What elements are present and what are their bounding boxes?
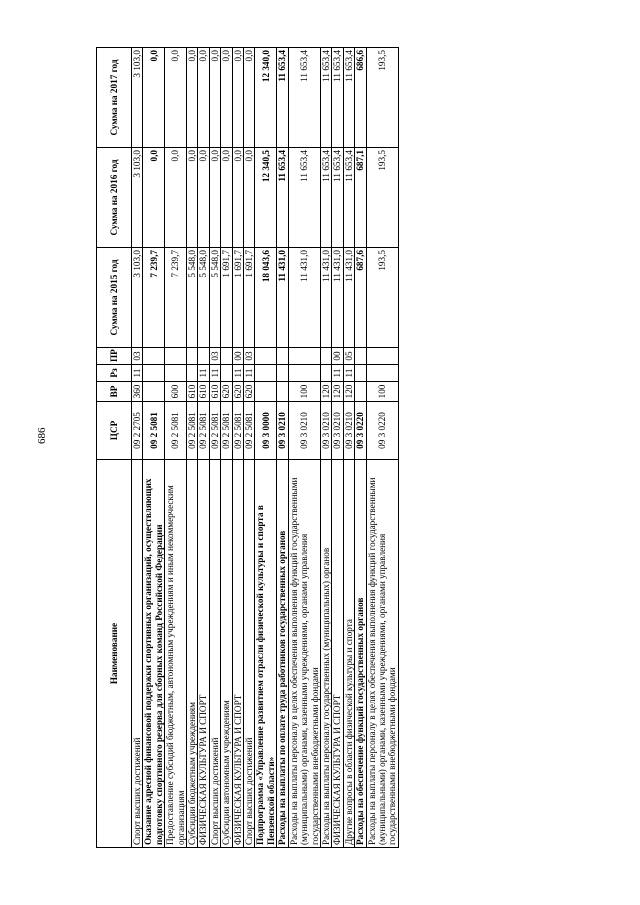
cell-vr: 360 — [132, 382, 143, 402]
cell-rz — [255, 365, 277, 382]
cell-rz: 11 — [209, 365, 220, 382]
budget-table — [96, 47, 399, 848]
cell-pr — [366, 348, 398, 365]
table-row — [332, 48, 343, 848]
cell-sum-2017: 0,0 — [221, 48, 232, 148]
header-vr: ВР — [97, 382, 132, 402]
cell-csr: 09 3 0220 — [366, 402, 398, 460]
cell-pr — [165, 348, 187, 365]
cell-name: Спорт высших достижений — [209, 460, 220, 848]
cell-pr: 03 — [132, 348, 143, 365]
cell-vr — [143, 382, 165, 402]
cell-sum-2016: 12 340,5 — [255, 148, 277, 248]
cell-sum-2016: 0,0 — [209, 148, 220, 248]
cell-rz — [187, 365, 198, 382]
cell-csr: 09 2 5081 — [221, 402, 232, 460]
cell-sum-2017: 0,0 — [187, 48, 198, 148]
cell-pr — [355, 348, 366, 365]
header-rz: Рз — [97, 365, 132, 382]
cell-sum-2015: 11 431,0 — [288, 248, 320, 348]
cell-rz — [143, 365, 165, 382]
table-row — [343, 48, 354, 848]
cell-sum-2015: 18 043,6 — [255, 248, 277, 348]
table-row — [165, 48, 187, 848]
cell-sum-2015: 3 103,0 — [132, 248, 143, 348]
cell-sum-2016: 3 103,0 — [132, 148, 143, 248]
cell-csr: 09 2 2705 — [132, 402, 143, 460]
cell-vr: 120 — [332, 382, 343, 402]
table-row — [288, 48, 320, 848]
cell-csr: 09 2 5081 — [244, 402, 255, 460]
cell-sum-2017: 11 653,4 — [343, 48, 354, 148]
cell-name: Расходы на выплаты персоналу государственных (муниципальных) органов — [320, 460, 331, 848]
cell-rz — [320, 365, 331, 382]
cell-pr: 05 — [343, 348, 354, 365]
cell-csr: 09 3 0220 — [355, 402, 366, 460]
cell-vr — [355, 382, 366, 402]
table-row — [366, 48, 398, 848]
cell-vr: 620 — [232, 382, 243, 402]
cell-rz: 11 — [232, 365, 243, 382]
cell-sum-2016: 0,0 — [187, 148, 198, 248]
cell-name: Расходы на выплаты по оплате труда работников государственных органов — [277, 460, 288, 848]
cell-rz — [366, 365, 398, 382]
cell-vr: 100 — [366, 382, 398, 402]
cell-sum-2017: 686,6 — [355, 48, 366, 148]
cell-pr: 00 — [332, 348, 343, 365]
header-name: Наименование — [97, 460, 132, 848]
cell-rz: 11 — [132, 365, 143, 382]
cell-name: ФИЗИЧЕСКАЯ КУЛЬТУРА И СПОРТ — [232, 460, 243, 848]
cell-name: Расходы на обеспечение функций государственных органов — [355, 460, 366, 848]
cell-sum-2016: 0,0 — [244, 148, 255, 248]
cell-vr: 620 — [221, 382, 232, 402]
cell-csr: 09 3 0210 — [332, 402, 343, 460]
table-header-row — [97, 48, 132, 848]
cell-pr — [198, 348, 209, 365]
cell-sum-2017: 0,0 — [165, 48, 187, 148]
page-number: 686 — [36, 427, 48, 444]
cell-sum-2016: 0,0 — [232, 148, 243, 248]
cell-pr — [288, 348, 320, 365]
cell-pr — [255, 348, 277, 365]
cell-name: Субсидии автономным учреждениям — [221, 460, 232, 848]
cell-sum-2015: 11 431,0 — [320, 248, 331, 348]
cell-sum-2016: 11 653,4 — [332, 148, 343, 248]
cell-csr: 09 2 5081 — [209, 402, 220, 460]
cell-rz — [277, 365, 288, 382]
cell-sum-2016: 0,0 — [221, 148, 232, 248]
cell-csr: 09 3 0210 — [343, 402, 354, 460]
cell-vr: 120 — [343, 382, 354, 402]
table-row — [198, 48, 209, 848]
cell-csr: 09 2 5081 — [165, 402, 187, 460]
cell-rz: 11 — [244, 365, 255, 382]
cell-sum-2017: 11 653,4 — [332, 48, 343, 148]
cell-pr — [143, 348, 165, 365]
cell-name: Субсидии бюджетным учреждениям — [187, 460, 198, 848]
cell-sum-2017: 11 653,4 — [320, 48, 331, 148]
cell-sum-2015: 687,6 — [355, 248, 366, 348]
cell-sum-2016: 193,5 — [366, 148, 398, 248]
cell-vr: 610 — [198, 382, 209, 402]
table-row — [209, 48, 220, 848]
cell-csr: 09 2 5081 — [198, 402, 209, 460]
table-row — [143, 48, 165, 848]
cell-sum-2017: 0,0 — [143, 48, 165, 148]
cell-sum-2015: 7 239,7 — [165, 248, 187, 348]
cell-vr: 600 — [165, 382, 187, 402]
cell-name: Другие вопросы в области физической культуры и спорта — [343, 460, 354, 848]
cell-vr: 100 — [288, 382, 320, 402]
cell-sum-2015: 5 548,0 — [209, 248, 220, 348]
cell-sum-2016: 11 653,4 — [343, 148, 354, 248]
cell-name: Расходы на выплаты персоналу в целях обеспечения выполнения функций государственными (муниципальными) органами, казенными учреждениями, органами управления государственными внебюджетными фондами — [288, 460, 320, 848]
cell-sum-2017: 11 653,4 — [288, 48, 320, 148]
cell-sum-2017: 0,0 — [232, 48, 243, 148]
cell-rz — [288, 365, 320, 382]
table-row — [277, 48, 288, 848]
cell-name: Расходы на выплаты персоналу в целях обеспечения выполнения функций государственными (муниципальными) органами, казенными учреждениями, органами управления государственными внебюджетными фондами — [366, 460, 398, 848]
cell-sum-2016: 687,1 — [355, 148, 366, 248]
cell-rz: 11 — [198, 365, 209, 382]
cell-vr: 120 — [320, 382, 331, 402]
cell-name: Подпрограмма «Управление развитием отрасли физической культуры и спорта в Пензенской области» — [255, 460, 277, 848]
cell-rz — [355, 365, 366, 382]
table-row — [320, 48, 331, 848]
table-row — [244, 48, 255, 848]
header-sum-2017: Сумма на 2017 год — [97, 48, 132, 148]
cell-name: ФИЗИЧЕСКАЯ КУЛЬТУРА И СПОРТ — [198, 460, 209, 848]
cell-sum-2015: 11 431,0 — [332, 248, 343, 348]
cell-pr — [277, 348, 288, 365]
header-pr: ПР — [97, 348, 132, 365]
cell-sum-2016: 11 653,4 — [320, 148, 331, 248]
cell-sum-2016: 0,0 — [198, 148, 209, 248]
cell-pr — [187, 348, 198, 365]
cell-sum-2017: 193,5 — [366, 48, 398, 148]
cell-sum-2016: 11 653,4 — [277, 148, 288, 248]
table-row — [255, 48, 277, 848]
table-body — [132, 48, 399, 848]
budget-table-rotated — [96, 48, 399, 848]
cell-name: Предоставление субсидий бюджетным, автономным учреждениям и иным некоммерческим организациям — [165, 460, 187, 848]
cell-csr: 09 2 5081 — [232, 402, 243, 460]
table-row — [232, 48, 243, 848]
cell-rz: 11 — [343, 365, 354, 382]
cell-sum-2017: 0,0 — [209, 48, 220, 148]
cell-sum-2017: 3 103,0 — [132, 48, 143, 148]
cell-pr: 03 — [209, 348, 220, 365]
table-row — [187, 48, 198, 848]
cell-pr: 00 — [232, 348, 243, 365]
cell-pr: 03 — [244, 348, 255, 365]
cell-sum-2017: 11 653,4 — [277, 48, 288, 148]
cell-sum-2015: 193,5 — [366, 248, 398, 348]
cell-csr: 09 3 0210 — [277, 402, 288, 460]
cell-csr: 09 3 0210 — [288, 402, 320, 460]
cell-sum-2016: 0,0 — [143, 148, 165, 248]
cell-rz — [165, 365, 187, 382]
cell-csr: 09 3 0210 — [320, 402, 331, 460]
cell-vr: 610 — [187, 382, 198, 402]
table-row — [355, 48, 366, 848]
header-csr: ЦСР — [97, 402, 132, 460]
cell-name: Оказание адресной финансовой поддержки спортивных организаций, осуществляющих подготовку спортивного резерва для сборных команд Российской Федерации — [143, 460, 165, 848]
table-row — [221, 48, 232, 848]
cell-sum-2017: 0,0 — [244, 48, 255, 148]
cell-sum-2015: 11 431,0 — [277, 248, 288, 348]
cell-rz — [221, 365, 232, 382]
cell-sum-2015: 5 548,0 — [198, 248, 209, 348]
cell-name: Спорт высших достижений — [244, 460, 255, 848]
header-sum-2015: Сумма на 2015 год — [97, 248, 132, 348]
cell-sum-2015: 11 431,0 — [343, 248, 354, 348]
cell-sum-2015: 5 548,0 — [187, 248, 198, 348]
cell-vr — [255, 382, 277, 402]
cell-name: Спорт высших достижений — [132, 460, 143, 848]
cell-sum-2015: 1 691,7 — [221, 248, 232, 348]
cell-csr: 09 2 5081 — [187, 402, 198, 460]
cell-csr: 09 3 0000 — [255, 402, 277, 460]
cell-name: ФИЗИЧЕСКАЯ КУЛЬТУРА И СПОРТ — [332, 460, 343, 848]
cell-sum-2015: 1 691,7 — [244, 248, 255, 348]
cell-rz: 11 — [332, 365, 343, 382]
cell-vr: 620 — [244, 382, 255, 402]
cell-sum-2016: 11 653,4 — [288, 148, 320, 248]
cell-csr: 09 2 5081 — [143, 402, 165, 460]
header-sum-2016: Сумма на 2016 год — [97, 148, 132, 248]
cell-vr: 610 — [209, 382, 220, 402]
cell-pr — [221, 348, 232, 365]
table-row — [132, 48, 143, 848]
cell-sum-2016: 0,0 — [165, 148, 187, 248]
cell-sum-2015: 7 239,7 — [143, 248, 165, 348]
cell-sum-2017: 0,0 — [198, 48, 209, 148]
cell-sum-2015: 1 691,7 — [232, 248, 243, 348]
cell-pr — [320, 348, 331, 365]
cell-sum-2017: 12 340,0 — [255, 48, 277, 148]
cell-vr — [277, 382, 288, 402]
